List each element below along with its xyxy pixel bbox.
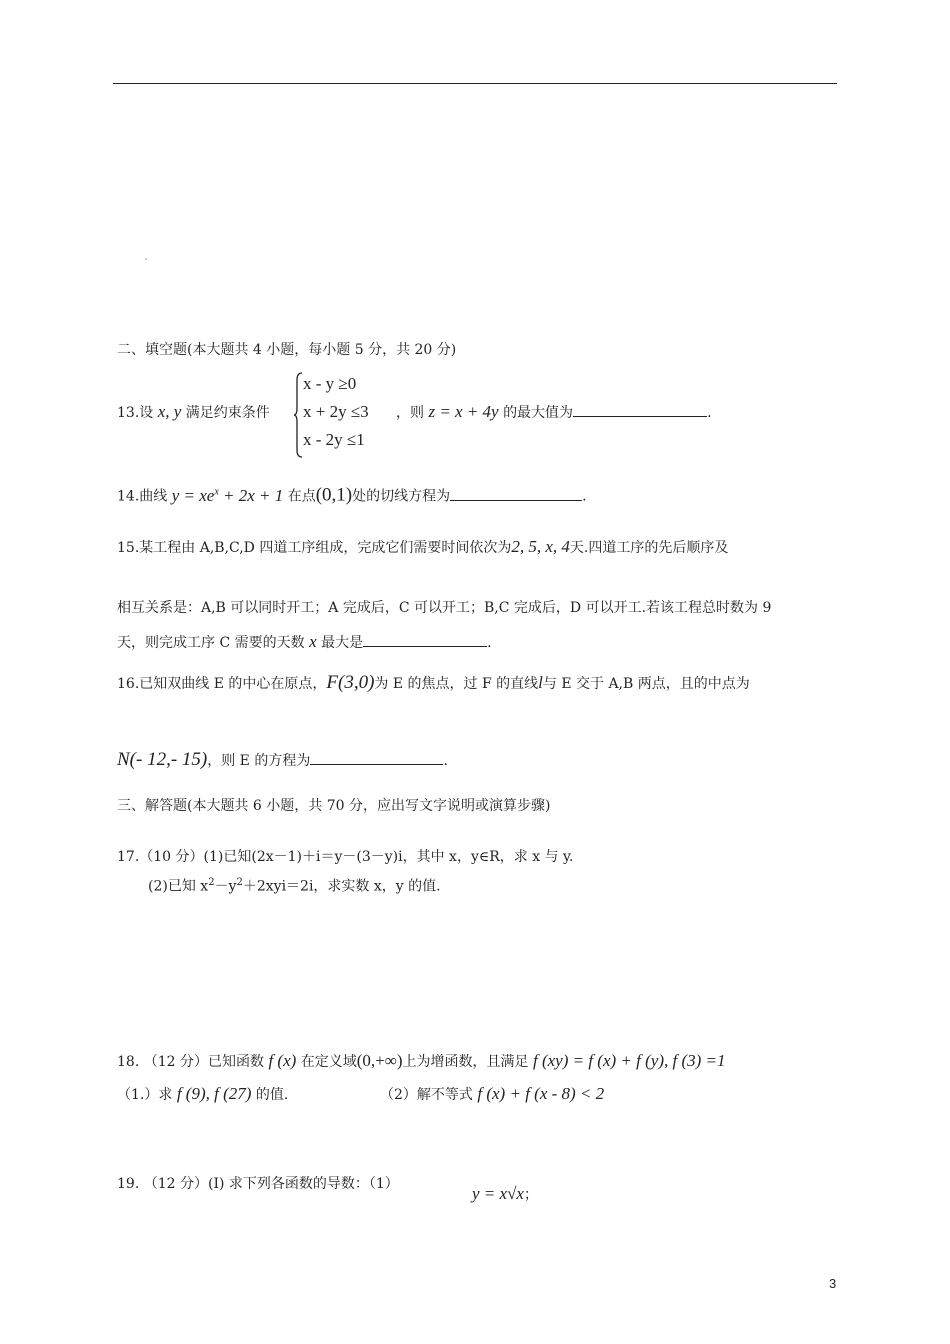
q16-text-a: 16.已知双曲线 E 的中心在原点， bbox=[117, 676, 327, 692]
header-rule bbox=[113, 83, 837, 84]
q17-text-c: ＋2xyi＝2i，求实数 x，y 的值. bbox=[242, 878, 441, 895]
question-19 bbox=[117, 1174, 399, 1194]
q19-equation: y = x√x bbox=[472, 1184, 524, 1203]
q15-text-a: 15.某工程由 A,B,C,D 四道工序组成，完成它们需要时间依次为 bbox=[117, 540, 512, 556]
q13-pre: 13.设 bbox=[117, 405, 154, 421]
q18-fx: f (x) bbox=[268, 1051, 297, 1070]
q13-answer-blank[interactable] bbox=[573, 402, 707, 417]
q16-answer-blank[interactable] bbox=[310, 750, 443, 765]
section-2-title: 二、填空题(本大题共 4 小题，每小题 5 分，共 20 分) bbox=[117, 342, 457, 358]
constraint-1: x - y ≥0 bbox=[303, 374, 357, 393]
q18-text-c: 上为增函数，且满足 bbox=[402, 1054, 529, 1070]
question-15-line-2: 相互关系是：A,B 可以同时开工；A 完成后，C 可以开工；B,C 完成后，D 可以开工.若该工程总时数为 9 bbox=[117, 600, 772, 616]
q14-answer-blank[interactable] bbox=[450, 486, 582, 501]
q14-equation bbox=[172, 486, 284, 505]
question-15-line-1 bbox=[117, 537, 728, 558]
constraint-3: x - 2y ≤1 bbox=[303, 430, 365, 449]
q17-square-1: 2 bbox=[208, 877, 215, 888]
q18-part-1-end: 的值. bbox=[255, 1087, 289, 1103]
q19-text: 19. （12 分）(Ⅰ) 求下列各函数的导数：（1） bbox=[117, 1176, 399, 1192]
q13-tail bbox=[396, 402, 712, 423]
question-17-part-1: 17.（10 分）(1)已知(2x－1)＋i＝y－(3－y)i，其中 x，y∈R，求 x 与 y. bbox=[117, 849, 574, 865]
q18-condition: f (xy) = f (x) + f (y), f (3) =1 bbox=[532, 1051, 726, 1070]
q13-then: ，则 bbox=[396, 405, 424, 421]
q19-end: ； bbox=[523, 1187, 538, 1203]
q16-midpoint: N(- 12,- 15) bbox=[117, 749, 208, 770]
question-14 bbox=[117, 482, 587, 507]
q18-part-1-math: f (9), f (27) bbox=[176, 1084, 252, 1103]
constraint-2: x + 2y ≤3 bbox=[303, 402, 369, 421]
q16-text-c: 与 E 交于 A,B 两点，且的中点为 bbox=[542, 676, 750, 692]
q16-end: . bbox=[443, 753, 448, 769]
q18-text-b: 在定义域 bbox=[300, 1054, 357, 1070]
q15-var-x: x bbox=[309, 632, 317, 651]
question-18-line-1 bbox=[117, 1051, 726, 1072]
q14-mid: 在点 bbox=[287, 488, 316, 505]
speck bbox=[145, 258, 147, 260]
q19-equation-line bbox=[472, 1184, 538, 1205]
q17-text-a: (2)已知 x bbox=[148, 878, 209, 895]
q18-part-1-label: （1.）求 bbox=[117, 1087, 173, 1103]
q16-text-d: ，则 E 的方程为 bbox=[207, 753, 311, 769]
q14-ask: 处的切线方程为 bbox=[352, 488, 451, 505]
page-number: 3 bbox=[829, 1276, 837, 1291]
q15-text-b: 天.四道工序的先后顺序及 bbox=[569, 540, 729, 556]
q17-text-b: －y bbox=[214, 878, 237, 895]
q16-text-b: 为 E 的焦点，过 F 的直线 bbox=[374, 676, 539, 692]
q15-end: . bbox=[487, 635, 492, 651]
q18-text-a: 18. （12 分）已知函数 bbox=[117, 1054, 264, 1070]
question-16-line-1 bbox=[117, 673, 750, 694]
q15-text-d: 最大是 bbox=[321, 635, 364, 651]
q14-pre: 14.曲线 bbox=[117, 488, 168, 505]
question-15-line-3 bbox=[117, 632, 492, 653]
q17-square-2: 2 bbox=[236, 877, 243, 888]
section-3-title: 三、解答题(本大题共 6 小题，共 70 分，应出写文字说明或演算步骤) bbox=[117, 798, 551, 814]
q14-eq-exponent: x bbox=[214, 486, 219, 497]
left-brace-icon bbox=[293, 372, 303, 458]
question-18-line-2 bbox=[117, 1084, 288, 1105]
q13-objective: z = x + 4y bbox=[428, 402, 499, 421]
q15-answer-blank[interactable] bbox=[363, 632, 487, 647]
q18-part-2-math: f (x) + f (x - 8) < 2 bbox=[477, 1084, 605, 1103]
question-18-part-2 bbox=[380, 1084, 604, 1105]
q14-eq-rest: + 2x + 1 bbox=[218, 485, 284, 505]
q15-durations: 2, 5, x, 4 bbox=[511, 537, 570, 556]
question-17-part-2 bbox=[148, 873, 441, 897]
q13-mid: 满足约束条件 bbox=[185, 405, 270, 421]
question-13 bbox=[117, 402, 270, 423]
q13-ask: 的最大值为 bbox=[503, 405, 574, 421]
q18-part-2-label: （2）解不等式 bbox=[380, 1087, 473, 1103]
q15-text-c: 天，则完成工序 C 需要的天数 bbox=[117, 635, 305, 651]
q14-eq-main: y = xe bbox=[171, 485, 215, 505]
q18-domain: (0,+∞) bbox=[356, 1051, 403, 1070]
q13-vars: x, y bbox=[157, 402, 182, 421]
question-16-line-2 bbox=[117, 750, 448, 771]
q16-line-l: l bbox=[538, 673, 543, 692]
q16-focus: F(3,0) bbox=[326, 672, 375, 693]
q14-end: . bbox=[582, 488, 587, 505]
q13-end: . bbox=[707, 405, 712, 421]
q14-point: (0,1) bbox=[315, 484, 353, 506]
